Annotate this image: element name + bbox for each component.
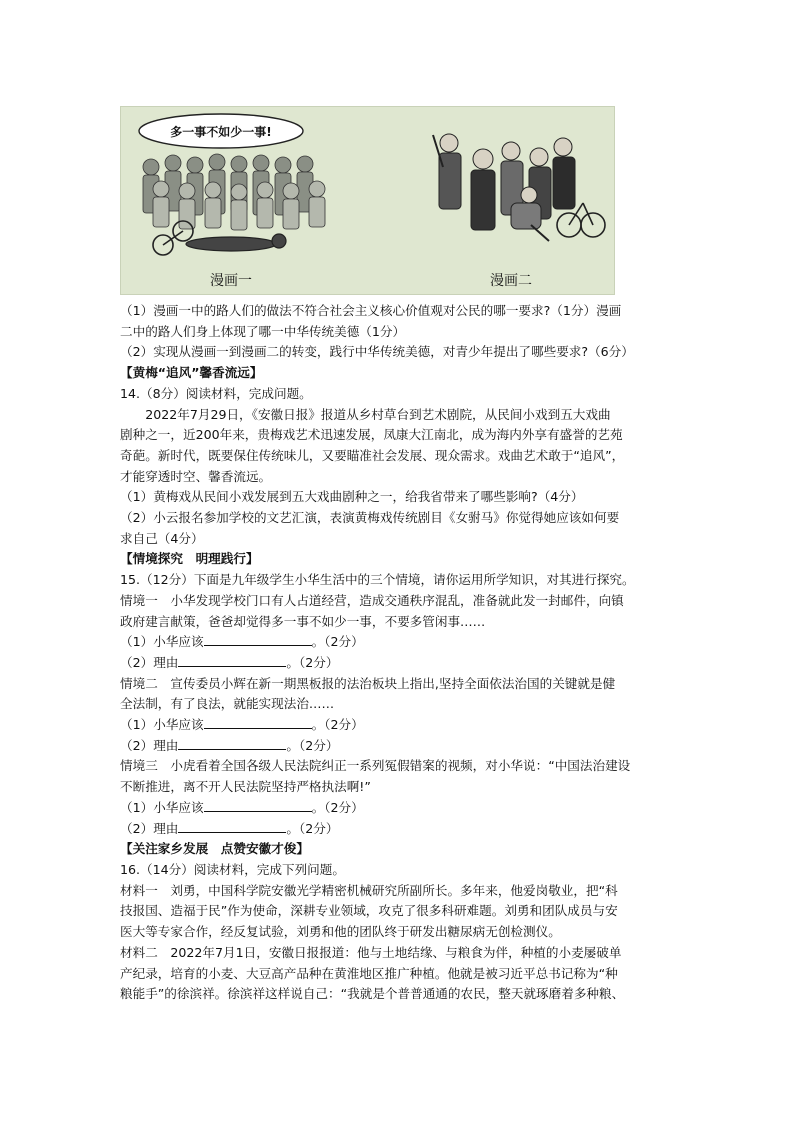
answer-blank[interactable] — [204, 633, 312, 646]
text-line: 情境一 小华发现学校门口有人占道经营，造成交通秩序混乱，准备就此发一封邮件，向镇 — [120, 592, 624, 608]
answer-score: 。（2分） — [311, 717, 364, 733]
comic-drawing — [121, 107, 614, 294]
answer-line — [120, 819, 680, 840]
text-line: 剧种之一，近200年来，贵梅戏艺术迅速发展，凤康大江南北，成为海内外享有盛誉的艺苑 — [120, 427, 623, 443]
text-line: 技报国、造福于民”作为使命，深耕专业领域，攻克了很多科研难题。刘勇和团队成员与安 — [120, 903, 618, 919]
answer-blank[interactable] — [178, 820, 286, 833]
answer-score: 。（2分） — [311, 634, 364, 650]
question-title: 14.（8分）阅读材料，完成问题。 — [120, 385, 312, 401]
text-line: （1）漫画一中的路人们的做法不符合社会主义核心价值观对公民的哪一要求?（1分）漫画 — [120, 303, 622, 318]
answer-prompt: （1）小华应该 — [120, 717, 204, 733]
answer-score: 。（2分） — [286, 737, 339, 753]
comic-illustration — [120, 106, 615, 295]
text-line: （2）小云报名参加学校的文艺汇演，表演黄梅戏传统剧目《女驸马》你觉得她应该如何要 — [120, 510, 620, 526]
answer-prompt: （2）理由 — [120, 654, 179, 670]
answer-blank[interactable] — [178, 654, 286, 667]
caption-comic-one: 漫画一 — [210, 273, 252, 289]
text-line: 医大等专家合作，经反复试验，刘勇和他的团队终于研发出糖尿病无创检测仪。 — [120, 924, 561, 940]
section-heading: 【情境探究 明理践行】 — [120, 551, 259, 567]
answer-score: 。（2分） — [311, 799, 364, 815]
speech-bubble-text: 多一事不如少一事! — [170, 125, 272, 139]
answer-score: 。（2分） — [286, 820, 339, 836]
text-line: 产纪录，培育的小麦、大豆高产品种在黄淮地区推广种植。他就是被习近平总书记称为“种 — [120, 965, 618, 981]
answer-line — [120, 715, 680, 736]
answer-prompt: （1）小华应该 — [120, 634, 204, 650]
text-line: 材料二 2022年7月1日，安徽日报报道：他与土地结缘、与粮食为伴，种植的小麦屡破单 — [120, 944, 622, 960]
question-title: 15.（12分）下面是九年级学生小华生活中的三个情境，请你运用所学知识，对其进行探究。 — [120, 572, 635, 588]
answer-line — [120, 736, 680, 757]
text-line: 二中的路人们身上体现了哪一中华传统美德（1分） — [120, 323, 406, 339]
text-line: 全法制，有了良法，就能实现法治…… — [120, 696, 335, 712]
text-line: 材料一 刘勇，中国科学院安徽光学精密机械研究所副所长。多年来，他爱岗敬业，把“科 — [120, 882, 618, 898]
answer-blank[interactable] — [204, 799, 312, 812]
text-line: 情境三 小虎看着全国各级人民法院纠正一系列冤假错案的视频，对小华说：“中国法治建设 — [120, 758, 631, 774]
helping-crowd — [433, 134, 575, 230]
fallen-person — [186, 234, 286, 251]
text-line: 不断推进，离不开人民法院坚持严格执法啊!” — [120, 779, 371, 795]
caption-comic-two: 漫画二 — [490, 273, 532, 289]
answer-prompt: （1）小华应该 — [120, 799, 204, 815]
answer-blank[interactable] — [204, 716, 312, 729]
answer-blank[interactable] — [178, 737, 286, 750]
cane — [531, 225, 549, 241]
answer-line — [120, 632, 680, 653]
crowd — [143, 154, 325, 230]
answer-line — [120, 798, 680, 819]
text-line: 奇葩。新时代，既要保住传统味儿，又要瞄准社会发展、现众需求。戏曲艺术敢于“追风”， — [120, 447, 625, 463]
text-line: 求自己（4分） — [120, 530, 204, 546]
answer-prompt: （2）理由 — [120, 820, 179, 836]
answer-line — [120, 653, 680, 674]
text-line: 情境二 宣传委员小辉在新一期黑板报的法治板块上指出,坚持全面依法治国的关键就是健 — [120, 675, 616, 691]
text-line: 才能穿透时空、馨香流远。 — [120, 468, 272, 484]
exam-text — [120, 301, 680, 1005]
section-heading: 【黄梅“追风”馨香流远】 — [120, 365, 263, 381]
question-title: 16.（14分）阅读材料，完成下列问题。 — [120, 861, 345, 877]
text-line: 粮能手”的徐滨祥。徐滨祥这样说自己：“我就是个普普通通的农民，整天就琢磨着多种粮、 — [120, 986, 625, 1002]
answer-prompt: （2）理由 — [120, 737, 179, 753]
text-line: （2）实现从漫画一到漫画二的转变，践行中华传统美德，对青少年提出了哪些要求?（6分） — [120, 344, 634, 360]
text-line: （1）黄梅戏从民间小戏发展到五大戏曲剧种之一，给我省带来了哪些影响?（4分） — [120, 489, 584, 505]
answer-score: 。（2分） — [286, 654, 339, 670]
text-line: 政府建言献策，爸爸却觉得多一事不如少一事，不要多管闲事…… — [120, 613, 486, 629]
section-heading: 【关注家乡发展 点赞安徽才俊】 — [120, 841, 309, 857]
text-line: 2022年7月29日，《安徽日报》报道从乡村草台到艺术剧院，从民间小戏到五大戏曲 — [145, 406, 611, 422]
